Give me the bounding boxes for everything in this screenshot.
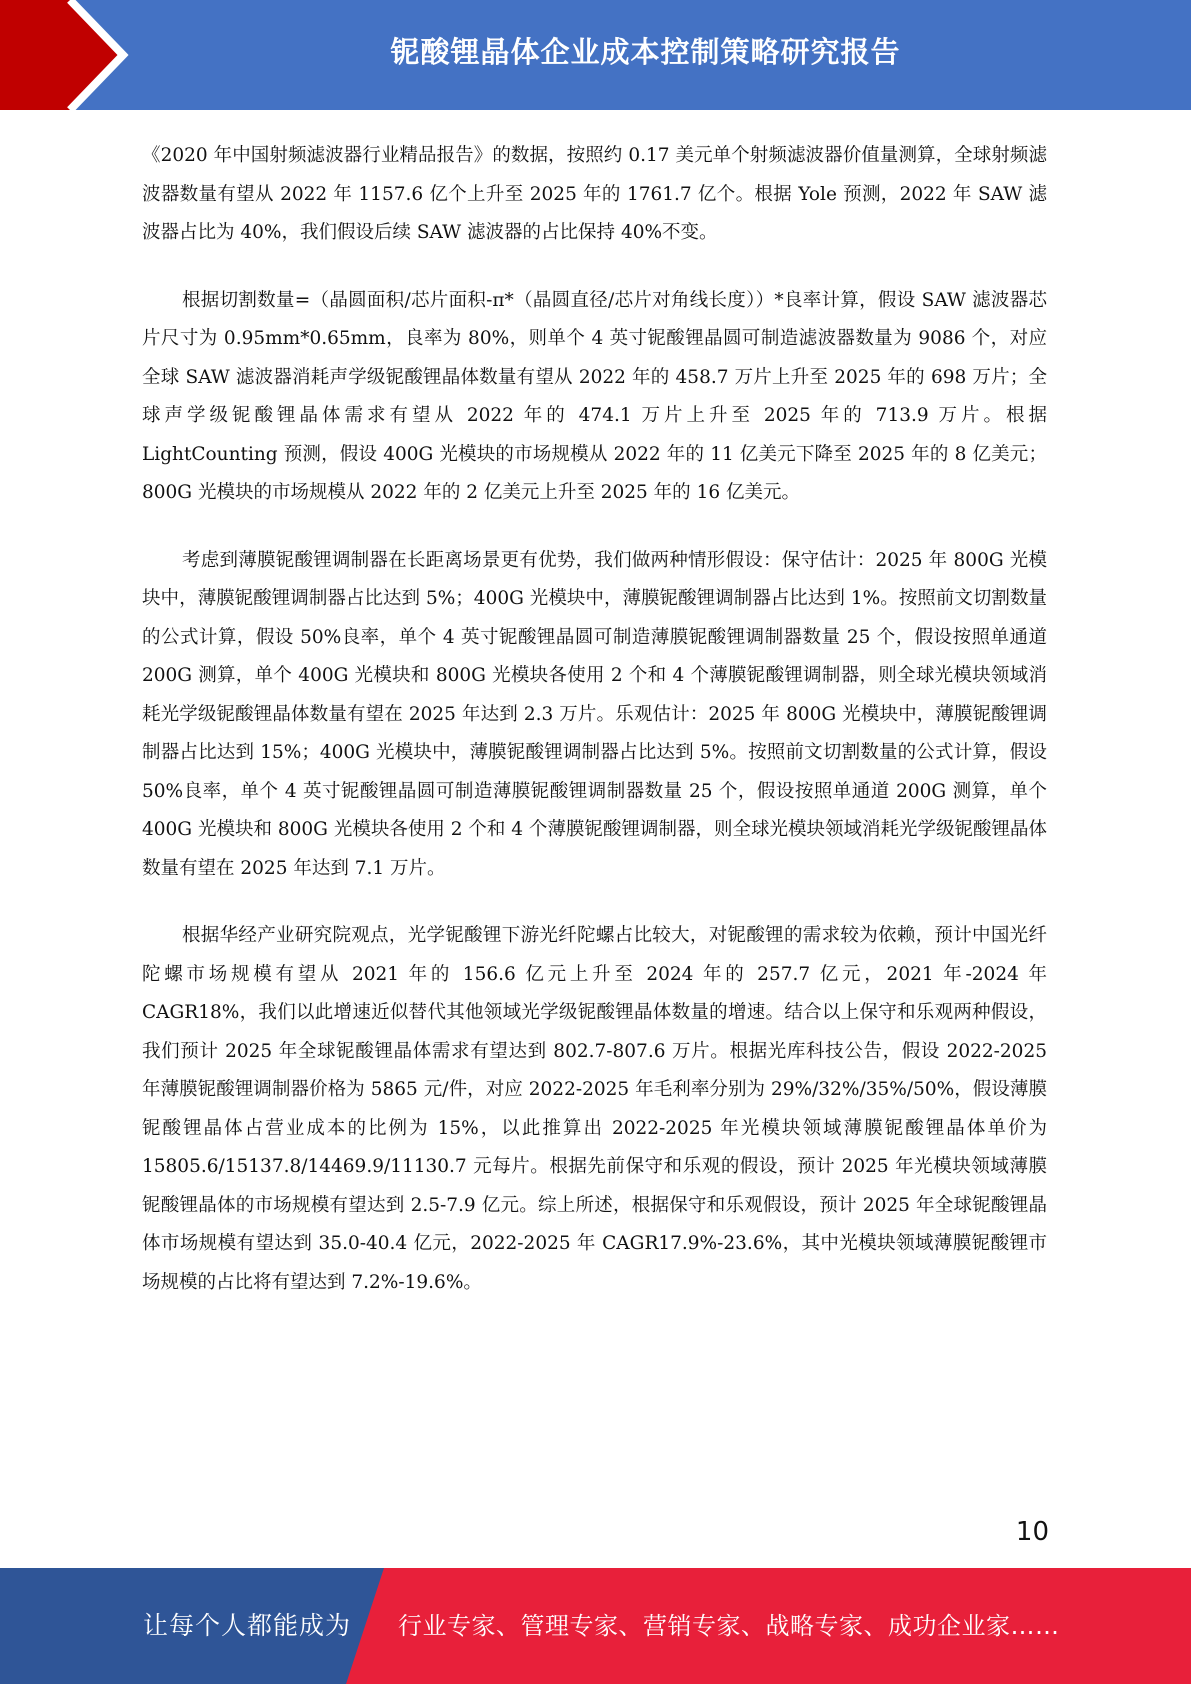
page-header: [0, 0, 1191, 110]
header-arrow-decoration: [0, 0, 160, 110]
paragraph-1: 《2020 年中国射频滤波器行业精品报告》的数据，按照约 0.17 美元单个射频滤波器价值量测算，全球射频滤波器数量有望从 2022 年 1157.6 亿个上升至 2025 年的 1761.7 亿个。根据 Yole 预测，2022 年 SAW 滤波器占比为 40%，我们假设后续 SAW 滤波器的占比保持 40%不变。: [142, 145, 1047, 243]
footer-slogan-left: 让每个人都能成为: [143, 1611, 352, 1640]
page-footer: [0, 1568, 1191, 1684]
paragraph-4: 根据华经产业研究院观点，光学铌酸锂下游光纤陀螺占比较大，对铌酸锂的需求较为依赖，预计中国光纤陀螺市场规模有望从 2021 年的 156.6 亿元上升至 2024 年的 257.7 亿元，2021 年-2024 年 CAGR18%，我们以此增速近似替代其他领域光学级铌酸锂晶体数量的增速。结合以上保守和乐观两种假设，我们预计 2025 年全球铌酸锂晶体需求有望达到 802.7-807.6 万片。根据光库科技公告，假设 2022-2025 年薄膜铌酸锂调制器价格为 5865 元/件，对应 2022-2025 年毛利率分别为 29%/32%/35%/50%，假设薄膜铌酸锂晶体占营业成本的比例为 15%，以此推算出 2022-2025 年光模块领域薄膜铌酸锂晶体单价为 15805.6/15137.8/14469.9/11130.7 元每片。根据先前保守和乐观的假设，预计 2025 年光模块领域薄膜铌酸锂晶体的市场规模有望达到 2.5-7.9 亿元。综上所述，根据保守和乐观假设，预计 2025 年全球铌酸锂晶体市场规模有望达到 35.0-40.4 亿元，2022-2025 年 CAGR17.9%-23.6%，其中光模块领域薄膜铌酸锂市场规模的占比将有望达到 7.2%-19.6%。: [142, 925, 1047, 1293]
paragraph-2: 根据切割数量=（晶圆面积/芯片面积-π*（晶圆直径/芯片对角线长度））*良率计算，假设 SAW 滤波器芯片尺寸为 0.95mm*0.65mm，良率为 80%，则单个 4 英寸铌酸锂晶圆可制造滤波器数量为 9086 个，对应全球 SAW 滤波器消耗声学级铌酸锂晶体数量有望从 2022 年的 458.7 万片上升至 2025 年的 698 万片；全球声学级铌酸锂晶体需求有望从 2022 年的 474.1 万片上升至 2025 年的 713.9 万片。根据 LightCounting 预测，假设 400G 光模块的市场规模从 2022 年的 11 亿美元下降至 2025 年的 8 亿美元；800G 光模块的市场规模从 2022 年的 2 亿美元上升至 2025 年的 16 亿美元。: [142, 289, 1047, 503]
page-number: 10: [1015, 1517, 1049, 1547]
paragraph-3: 考虑到薄膜铌酸锂调制器在长距离场景更有优势，我们做两种情形假设：保守估计：2025 年 800G 光模块中，薄膜铌酸锂调制器占比达到 5%；400G 光模块中，薄膜铌酸锂调制器占比达到 1%。按照前文切割数量的公式计算，假设 50%良率，单个 4 英寸铌酸锂晶圆可制造薄膜铌酸锂调制器数量 25 个，假设按照单通道 200G 测算，单个 400G 光模块和 800G 光模块各使用 2 个和 4 个薄膜铌酸锂调制器，则全球光模块领域消耗光学级铌酸锂晶体数量有望在 2025 年达到 2.3 万片。乐观估计：2025 年 800G 光模块中，薄膜铌酸锂调制器占比达到 15%；400G 光模块中，薄膜铌酸锂调制器占比达到 5%。按照前文切割数量的公式计算，假设 50%良率，单个 4 英寸铌酸锂晶圆可制造薄膜铌酸锂调制器数量 25 个，假设按照单通道 200G 测算，单个 400G 光模块和 800G 光模块各使用 2 个和 4 个薄膜铌酸锂调制器，则全球光模块领域消耗光学级铌酸锂晶体数量有望在 2025 年达到 7.1 万片。: [142, 549, 1047, 879]
report-title: 铌酸锂晶体企业成本控制策略研究报告: [390, 35, 901, 69]
document-body: [142, 137, 1047, 1331]
footer-slogan-right: 行业专家、管理专家、营销专家、战略专家、成功企业家……: [398, 1612, 1060, 1640]
